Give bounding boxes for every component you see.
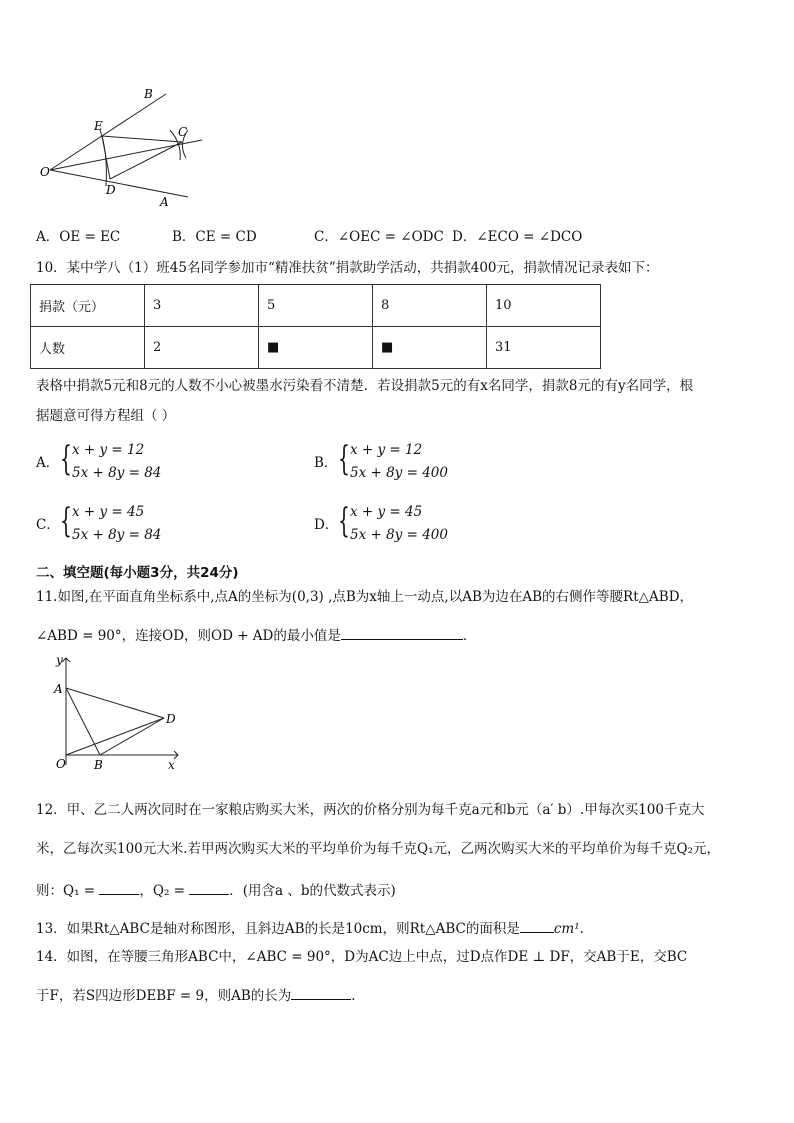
q14-line1: 14．如图，在等腰三角形ABC中，∠ABC = 90°，D为AC边上中点，过D点作DE ⊥ DF，交AB于E，交BC xyxy=(36,949,688,965)
q12-q2-label: ，Q₂ = xyxy=(139,883,185,899)
label-D: D xyxy=(166,712,176,726)
label-x: x xyxy=(168,758,175,772)
answer-blank[interactable] xyxy=(189,882,229,895)
label-B: B xyxy=(94,758,103,772)
brace-icon: { xyxy=(338,501,350,541)
q13-unit: cm¹. xyxy=(553,921,584,937)
q10-option-a-eq2: 5x + 8y = 84 xyxy=(72,465,162,481)
q10-option-a-eq1: x + y = 12 xyxy=(72,442,145,458)
q9-option-c: C．∠OEC = ∠ODC xyxy=(314,229,444,245)
q9-option-d: D．∠ECO = ∠DCO xyxy=(452,229,583,245)
brace-icon: { xyxy=(60,501,72,541)
table-row xyxy=(31,285,601,327)
table-cell: 31 xyxy=(487,327,601,369)
table-cell: 2 xyxy=(145,327,259,369)
q9-option-b: B．CE = CD xyxy=(172,229,257,245)
label-O: O xyxy=(56,757,66,771)
answer-blank[interactable] xyxy=(341,627,463,640)
table-cell: 5 xyxy=(259,285,373,327)
brace-icon: { xyxy=(338,439,350,479)
label-B: B xyxy=(144,87,153,101)
q12-q1-label: 则：Q₁ = xyxy=(36,883,96,899)
segment-BD xyxy=(100,718,164,755)
label-A: A xyxy=(54,682,63,696)
q10-option-b-eq2: 5x + 8y = 400 xyxy=(350,465,448,481)
q10-option-c-label: C． xyxy=(36,517,60,533)
q11-line2-end: ． xyxy=(462,628,477,644)
label-E: E xyxy=(94,119,103,133)
q12-hint: ．(用含a 、b的代数式表示) xyxy=(229,883,396,899)
donation-table xyxy=(30,284,601,369)
q12-line1: 12．甲、乙二人两次同时在一家粮店购买大米，两次的价格分别为每千克a元和b元（a′ b）.甲每次买100千克大 xyxy=(36,802,705,818)
q10-stem: 10．某中学八（1）班45名同学参加市“精准扶贫”捐款助学活动，共捐款400元，捐款情况记录表如下： xyxy=(36,260,659,276)
q11-figure xyxy=(48,650,188,775)
q11-line2-text: ∠ABD = 90°，连接OD，则OD + AD的最小值是 xyxy=(36,628,341,644)
q14-text: 于F，若S四边形DEBF = 9，则AB的长为 xyxy=(36,988,292,1004)
q11-line1: 11.如图,在平面直角坐标系中,点A的坐标为(0,3) ,点B为x轴上一动点,以AB为边在AB的右侧作等腰Rt△ABD， xyxy=(36,589,694,605)
table-cell: 人数 xyxy=(31,327,145,369)
q10-option-b-eq1: x + y = 12 xyxy=(350,442,423,458)
q12-line2: 米，乙每次买100元大米.若甲两次购买大米的平均单价为每千克Q₁元，乙两次购买大米的平均单价为每千克Q₂元， xyxy=(36,841,721,857)
segment-AD xyxy=(66,688,164,718)
table-cell: ■ xyxy=(373,327,487,369)
q10-option-d-eq1: x + y = 45 xyxy=(350,504,423,520)
section-title: 二、填空题(每小题3分，共24分) xyxy=(36,565,239,581)
label-y: y xyxy=(56,653,63,667)
q11-line2 xyxy=(36,627,476,644)
label-A: A xyxy=(160,195,169,209)
q10-option-d-eq2: 5x + 8y = 400 xyxy=(350,527,448,543)
table-cell: 3 xyxy=(145,285,259,327)
answer-blank[interactable] xyxy=(291,987,351,1000)
answer-blank[interactable] xyxy=(520,920,554,933)
segment-EC xyxy=(102,136,182,142)
answer-blank[interactable] xyxy=(99,882,139,895)
arc-ED xyxy=(100,130,106,186)
segment-OD xyxy=(66,718,164,755)
q10-option-b-label: B． xyxy=(314,455,338,471)
q10-line2: 据题意可得方程组（ ） xyxy=(36,408,176,424)
label-O: O xyxy=(40,165,50,179)
label-D: D xyxy=(106,183,116,197)
q14-end: . xyxy=(351,988,356,1004)
label-C: C xyxy=(178,125,188,139)
table-cell: 8 xyxy=(373,285,487,327)
segment-DC xyxy=(110,142,182,179)
q10-option-d-label: D． xyxy=(314,517,339,533)
segment-AB xyxy=(66,688,100,755)
q13-text: 13．如果Rt△ABC是轴对称图形，且斜边AB的长是10cm，则Rt△ABC的面积是 xyxy=(36,921,520,937)
q12-line3 xyxy=(36,882,396,899)
table-cell: ■ xyxy=(259,327,373,369)
q9-figure xyxy=(30,82,220,212)
table-row xyxy=(31,327,601,369)
brace-icon: { xyxy=(60,439,72,479)
q9-option-a: A．OE = EC xyxy=(36,229,121,245)
q10-option-c-eq2: 5x + 8y = 84 xyxy=(72,527,162,543)
q10-option-a-label: A． xyxy=(36,455,60,471)
table-cell: 捐款（元） xyxy=(31,285,145,327)
q10-option-c-eq1: x + y = 45 xyxy=(72,504,145,520)
table-cell: 10 xyxy=(487,285,601,327)
q10-line1: 表格中捐款5元和8元的人数不小心被墨水污染看不清楚．若设捐款5元的有x名同学，捐款8元的有y名同学，根 xyxy=(36,378,694,394)
q13-line xyxy=(36,920,584,937)
q14-line2 xyxy=(36,987,356,1004)
